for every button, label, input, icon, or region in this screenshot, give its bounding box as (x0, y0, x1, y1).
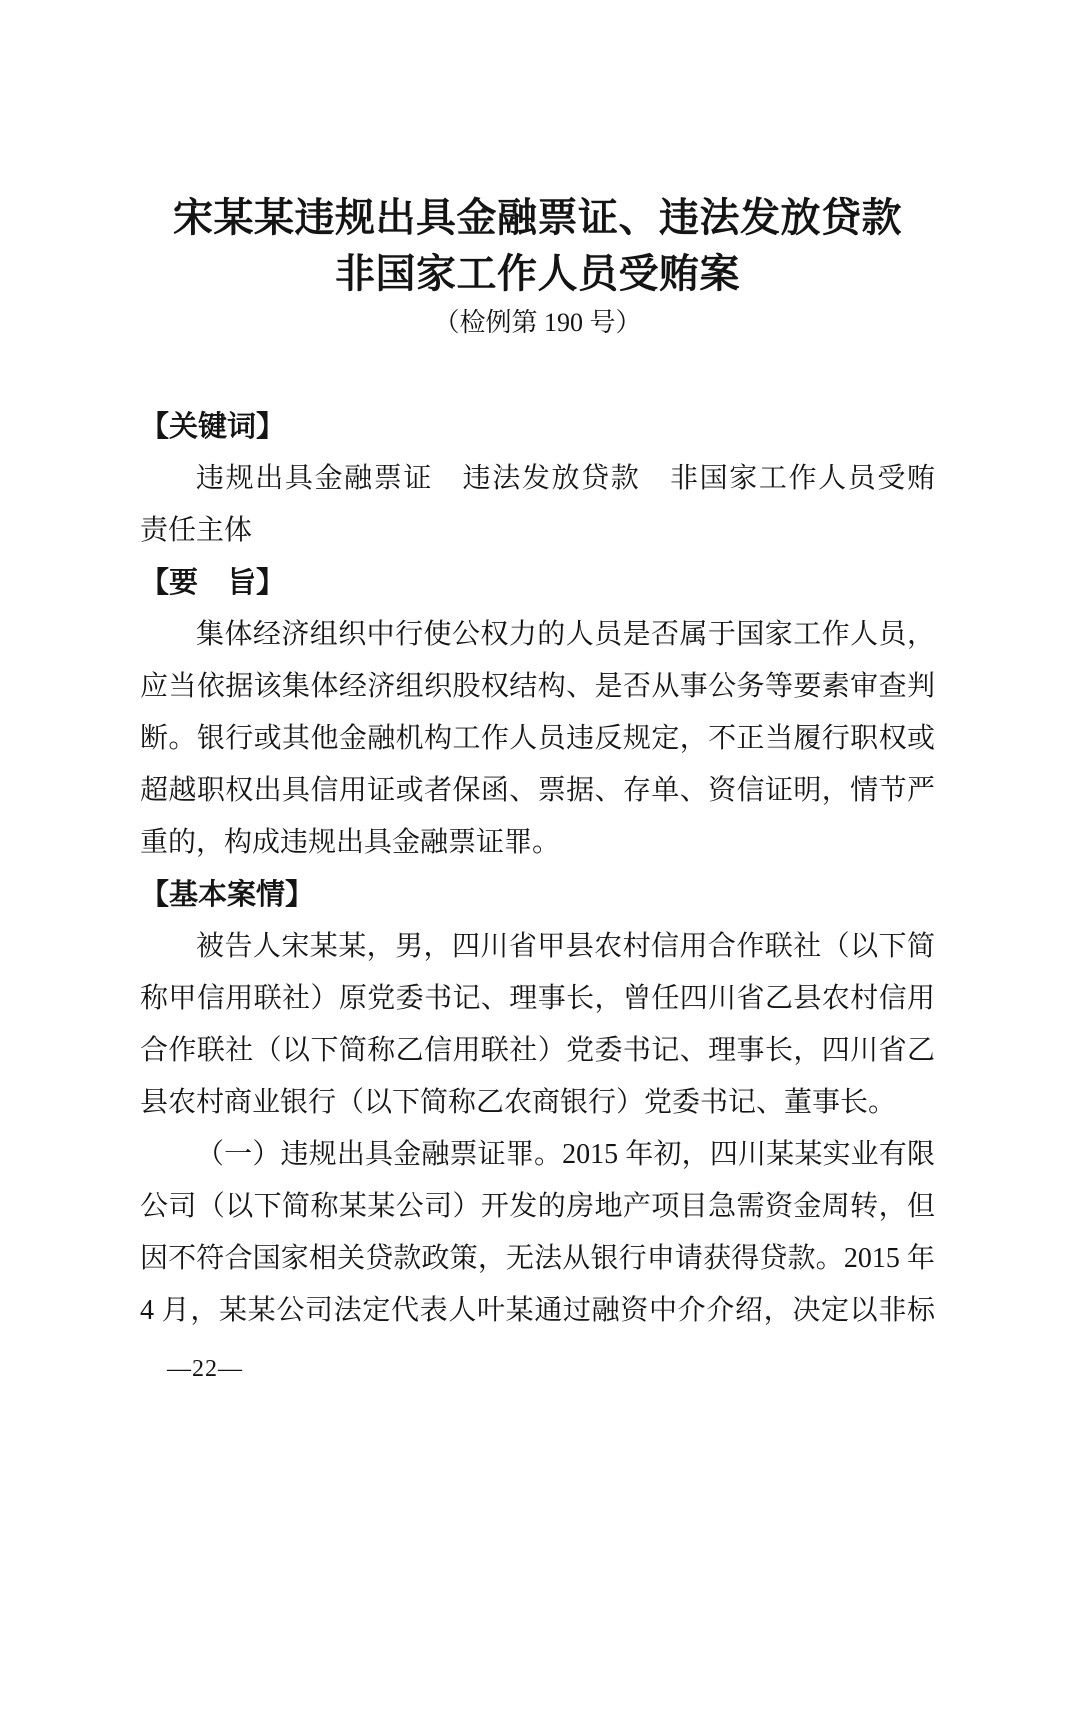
keywords-line-continued: 责任主体 (140, 515, 253, 546)
page-content (140, 190, 935, 1387)
facts-paragraph-1-line: 合作联社（以下简称乙信用联社）党委书记、理事长，四川省乙 (140, 1035, 935, 1066)
section-heading-summary: 【要 旨】 (140, 567, 286, 599)
document-body (140, 401, 935, 1337)
facts-paragraph-2-line: 4 月，某某公司法定代表人叶某通过融资中介介绍，决定以非标 (140, 1295, 935, 1326)
facts-paragraph-1-line: 称甲信用联社）原党委书记、理事长，曾任四川省乙县农村信用 (140, 983, 935, 1014)
facts-paragraph-1-line: 被告人宋某某，男，四川省甲县农村信用合作联社（以下简 (196, 931, 935, 962)
facts-paragraph-2-line: （一）违规出具金融票证罪。2015 年初，四川某某实业有限 (196, 1139, 935, 1170)
facts-paragraph-2-line: 公司（以下简称某某公司）开发的房地产项目急需资金周转，但 (140, 1191, 935, 1222)
facts-paragraph-1-line: 县农村商业银行（以下简称乙农商银行）党委书记、董事长。 (140, 1087, 897, 1118)
case-number: （检例第 190 号） (433, 308, 642, 337)
document-page (0, 190, 1074, 1710)
summary-line: 超越职权出具信用证或者保函、票据、存单、资信证明，情节严 (140, 775, 935, 806)
summary-line: 应当依据该集体经济组织股权结构、是否从事公务等要素审查判 (140, 671, 935, 702)
summary-line: 集体经济组织中行使公权力的人员是否属于国家工作人员， (196, 619, 935, 650)
title-line-2: 非国家工作人员受贿案 (335, 251, 740, 296)
page-number: —22— (167, 1356, 243, 1382)
section-heading-facts: 【基本案情】 (140, 879, 315, 911)
keywords-line: 违规出具金融票证 违法发放贷款 非国家工作人员受贿 (196, 463, 935, 494)
page-title (140, 190, 935, 302)
section-heading-keywords: 【关键词】 (140, 411, 286, 443)
facts-paragraph-2-line: 因不符合国家相关贷款政策，无法从银行申请获得贷款。2015 年 (140, 1243, 935, 1274)
summary-line: 断。银行或其他金融机构工作人员违反规定，不正当履行职权或 (140, 723, 935, 754)
summary-line: 重的，构成违规出具金融票证罪。 (140, 827, 561, 858)
title-line-1: 宋某某违规出具金融票证、违法发放贷款 (173, 195, 902, 240)
